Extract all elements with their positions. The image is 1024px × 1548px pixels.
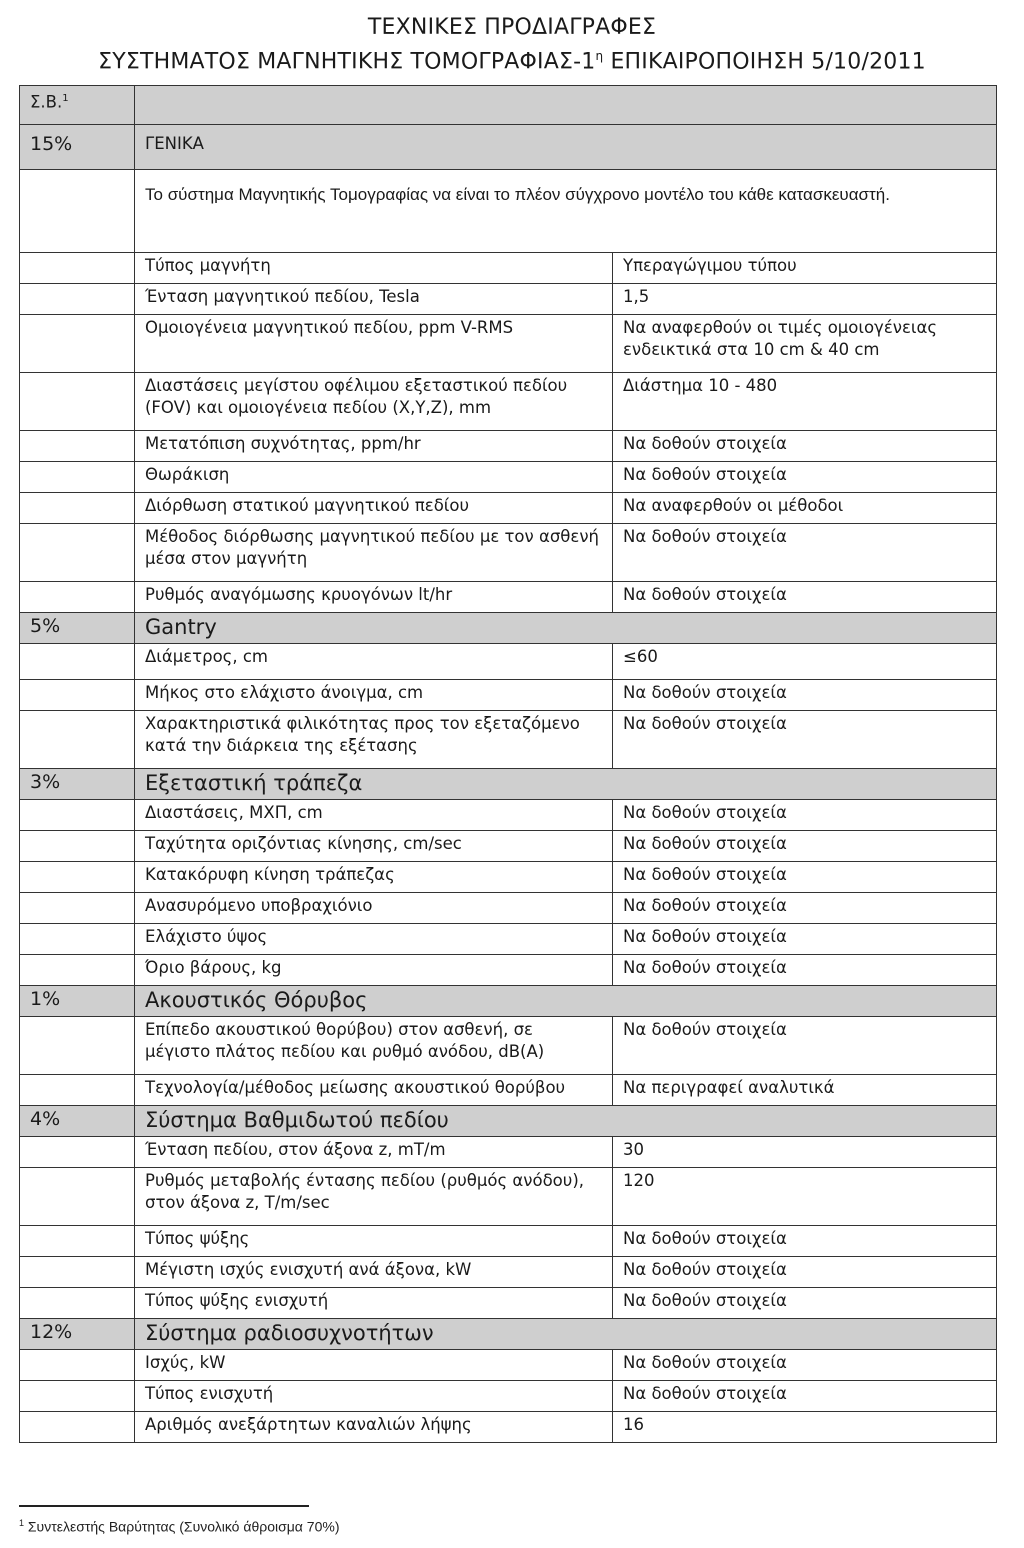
table-row	[20, 582, 997, 613]
value-cell: Να δοθούν στοιχεία	[613, 893, 997, 924]
parameter-cell: Όριο βάρους, kg	[135, 955, 613, 986]
parameter-cell: Ένταση πεδίου, στον άξονα z, mT/m	[135, 1137, 613, 1168]
parameter-cell: Ισχύς, kW	[135, 1350, 613, 1381]
parameter-cell: Μήκος στο ελάχιστο άνοιγμα, cm	[135, 680, 613, 711]
section-title: Σύστημα Βαθμιδωτού πεδίου	[135, 1106, 997, 1137]
blank-weight-cell	[20, 1381, 135, 1412]
value-cell: Να δοθούν στοιχεία	[613, 862, 997, 893]
title-line-2-sup: η	[595, 49, 604, 63]
value-cell: ≤60	[613, 644, 997, 680]
value-cell: Να αναφερθούν οι τιμές ομοιογένειας ενδεικτικά στα 10 cm & 40 cm	[613, 315, 997, 373]
value-cell: Να περιγραφεί αναλυτικά	[613, 1075, 997, 1106]
blank-weight-cell	[20, 831, 135, 862]
blank-weight-cell	[20, 431, 135, 462]
parameter-cell: Τύπος μαγνήτη	[135, 253, 613, 284]
table-row	[20, 284, 997, 315]
section-weight: 5%	[20, 613, 135, 644]
section-row	[20, 613, 997, 644]
blank-weight-cell	[20, 170, 135, 253]
table-row	[20, 253, 997, 284]
table-row	[20, 462, 997, 493]
value-cell: Να δοθούν στοιχεία	[613, 1226, 997, 1257]
footnote-divider	[19, 1505, 309, 1507]
table-row	[20, 955, 997, 986]
section-title: Ακουστικός Θόρυβος	[135, 986, 997, 1017]
table-row	[20, 431, 997, 462]
section-title: Σύστημα ραδιοσυχνοτήτων	[135, 1319, 997, 1350]
parameter-cell: Διόρθωση στατικού μαγνητικού πεδίου	[135, 493, 613, 524]
parameter-cell: Ανασυρόμενο υποβραχιόνιο	[135, 893, 613, 924]
blank-weight-cell	[20, 924, 135, 955]
parameter-cell: Αριθμός ανεξάρτητων καναλιών λήψης	[135, 1412, 613, 1443]
value-cell: Να δοθούν στοιχεία	[613, 1381, 997, 1412]
section-title: ΓΕΝΙΚΑ	[135, 125, 997, 170]
value-cell: Να δοθούν στοιχεία	[613, 800, 997, 831]
blank-weight-cell	[20, 680, 135, 711]
blank-weight-cell	[20, 253, 135, 284]
parameter-cell: Τύπος ψύξης	[135, 1226, 613, 1257]
blank-weight-cell	[20, 711, 135, 769]
blank-weight-cell	[20, 644, 135, 680]
parameter-cell: Ρυθμός μεταβολής έντασης πεδίου (ρυθμός ανόδου), στον άξονα z, T/m/sec	[135, 1168, 613, 1226]
table-row	[20, 1350, 997, 1381]
parameter-cell: Μετατόπιση συχνότητας, ppm/hr	[135, 431, 613, 462]
blank-weight-cell	[20, 955, 135, 986]
value-cell: Να δοθούν στοιχεία	[613, 1257, 997, 1288]
parameter-cell: Διαστάσεις μεγίστου οφέλιμου εξεταστικού πεδίου (FOV) και ομοιογένεια πεδίου (X,Y,Z), mm	[135, 373, 613, 431]
parameter-cell: Χαρακτηριστικά φιλικότητας προς τον εξεταζόμενο κατά την διάρκεια της εξέτασης	[135, 711, 613, 769]
table-row	[20, 893, 997, 924]
title-line-2-text: ΣΥΣΤΗΜΑΤΟΣ ΜΑΓΝΗΤΙΚΗΣ ΤΟΜΟΓΡΑΦΙΑΣ-1	[98, 49, 596, 75]
table-row	[20, 524, 997, 582]
value-cell: Να δοθούν στοιχεία	[613, 524, 997, 582]
table-row	[20, 1226, 997, 1257]
value-cell: 120	[613, 1168, 997, 1226]
footnote	[19, 1518, 339, 1535]
parameter-cell: Ελάχιστο ύψος	[135, 924, 613, 955]
blank-weight-cell	[20, 1257, 135, 1288]
weight-factor-header	[20, 86, 135, 125]
title-line-2-tail: ΕΠΙΚΑΙΡΟΠΟΙΗΣΗ 5/10/2011	[603, 49, 926, 75]
section-title: Gantry	[135, 613, 997, 644]
blank-weight-cell	[20, 1288, 135, 1319]
value-cell: Να δοθούν στοιχεία	[613, 431, 997, 462]
footnote-marker: 1	[19, 1518, 25, 1528]
parameter-cell: Τεχνολογία/μέθοδος μείωσης ακουστικού θορύβου	[135, 1075, 613, 1106]
table-row	[20, 1381, 997, 1412]
section-weight: 12%	[20, 1319, 135, 1350]
parameter-cell: Διάμετρος, cm	[135, 644, 613, 680]
table-row	[20, 373, 997, 431]
parameter-cell: Μέθοδος διόρθωσης μαγνητικού πεδίου με τον ασθενή μέσα στον μαγνήτη	[135, 524, 613, 582]
table-row	[20, 1412, 997, 1443]
weight-factor-label: Σ.Β.	[30, 92, 63, 112]
table-row	[20, 1017, 997, 1075]
value-cell: 16	[613, 1412, 997, 1443]
parameter-cell: Τύπος ψύξης ενισχυτή	[135, 1288, 613, 1319]
value-cell: Να αναφερθούν οι μέθοδοι	[613, 493, 997, 524]
parameter-cell: Τύπος ενισχυτή	[135, 1381, 613, 1412]
footnote-text: Συντελεστής Βαρύτητας (Συνολικό άθροισμα 70%)	[27, 1518, 340, 1535]
parameter-cell: Ένταση μαγνητικού πεδίου, Tesla	[135, 284, 613, 315]
document-title	[0, 14, 1024, 76]
table-row	[20, 800, 997, 831]
value-cell: 1,5	[613, 284, 997, 315]
value-cell: Υπεραγώγιμου τύπου	[613, 253, 997, 284]
section-row	[20, 986, 997, 1017]
blank-weight-cell	[20, 524, 135, 582]
blank-weight-cell	[20, 462, 135, 493]
table-row	[20, 1257, 997, 1288]
table-row	[20, 711, 997, 769]
blank-weight-cell	[20, 862, 135, 893]
section-row	[20, 769, 997, 800]
general-intro-text: Το σύστημα Μαγνητικής Τομογραφίας να είναι το πλέον σύγχρονο μοντέλο του κάθε κατασκευαστή.	[135, 170, 997, 253]
table-row	[20, 1075, 997, 1106]
general-intro-row	[20, 170, 997, 253]
table-header-row	[20, 86, 997, 125]
value-cell: Να δοθούν στοιχεία	[613, 1288, 997, 1319]
section-row-general	[20, 125, 997, 170]
table-row	[20, 1137, 997, 1168]
blank-weight-cell	[20, 582, 135, 613]
value-cell: Να δοθούν στοιχεία	[613, 831, 997, 862]
section-weight: 15%	[20, 125, 135, 170]
blank-weight-cell	[20, 493, 135, 524]
blank-weight-cell	[20, 1168, 135, 1226]
section-row	[20, 1319, 997, 1350]
specifications-table	[19, 85, 997, 1443]
parameter-cell: Διαστάσεις, ΜΧΠ, cm	[135, 800, 613, 831]
parameter-cell: Επίπεδο ακουστικού θορύβου) στον ασθενή, σε μέγιστο πλάτος πεδίου και ρυθμό ανόδου, dB(A)	[135, 1017, 613, 1075]
title-line-1: ΤΕΧΝΙΚΕΣ ΠΡΟΔΙΑΓΡΑΦΕΣ	[367, 15, 657, 40]
parameter-cell: Θωράκιση	[135, 462, 613, 493]
value-cell: Να δοθούν στοιχεία	[613, 1350, 997, 1381]
blank-weight-cell	[20, 1412, 135, 1443]
section-weight: 1%	[20, 986, 135, 1017]
table-row	[20, 680, 997, 711]
table-row	[20, 862, 997, 893]
parameter-cell: Ομοιογένεια μαγνητικού πεδίου, ppm V-RMS	[135, 315, 613, 373]
blank-weight-cell	[20, 800, 135, 831]
table-row	[20, 1168, 997, 1226]
table-row	[20, 644, 997, 680]
blank-weight-cell	[20, 1350, 135, 1381]
blank-weight-cell	[20, 315, 135, 373]
value-cell: Να δοθούν στοιχεία	[613, 955, 997, 986]
value-cell: Να δοθούν στοιχεία	[613, 924, 997, 955]
table-row	[20, 493, 997, 524]
value-cell: Να δοθούν στοιχεία	[613, 680, 997, 711]
value-cell: Να δοθούν στοιχεία	[613, 1017, 997, 1075]
parameter-cell: Κατακόρυφη κίνηση τράπεζας	[135, 862, 613, 893]
section-title: Εξεταστική τράπεζα	[135, 769, 997, 800]
blank-weight-cell	[20, 373, 135, 431]
blank-weight-cell	[20, 284, 135, 315]
table-row	[20, 1288, 997, 1319]
table-row	[20, 315, 997, 373]
title-line-2	[0, 42, 1024, 76]
value-cell: Διάστημα 10 - 480	[613, 373, 997, 431]
parameter-cell: Ρυθμός αναγόμωσης κρυογόνων lt/hr	[135, 582, 613, 613]
table-row	[20, 831, 997, 862]
blank-weight-cell	[20, 1075, 135, 1106]
section-weight: 3%	[20, 769, 135, 800]
parameter-cell: Μέγιστη ισχύς ενισχυτή ανά άξονα, kW	[135, 1257, 613, 1288]
header-blank-cell	[135, 86, 997, 125]
value-cell: Να δοθούν στοιχεία	[613, 462, 997, 493]
parameter-cell: Ταχύτητα οριζόντιας κίνησης, cm/sec	[135, 831, 613, 862]
value-cell: Να δοθούν στοιχεία	[613, 711, 997, 769]
value-cell: 30	[613, 1137, 997, 1168]
section-row	[20, 1106, 997, 1137]
blank-weight-cell	[20, 1017, 135, 1075]
blank-weight-cell	[20, 1137, 135, 1168]
blank-weight-cell	[20, 1226, 135, 1257]
blank-weight-cell	[20, 893, 135, 924]
value-cell: Να δοθούν στοιχεία	[613, 582, 997, 613]
table-row	[20, 924, 997, 955]
weight-factor-sup: 1	[62, 93, 69, 104]
section-weight: 4%	[20, 1106, 135, 1137]
